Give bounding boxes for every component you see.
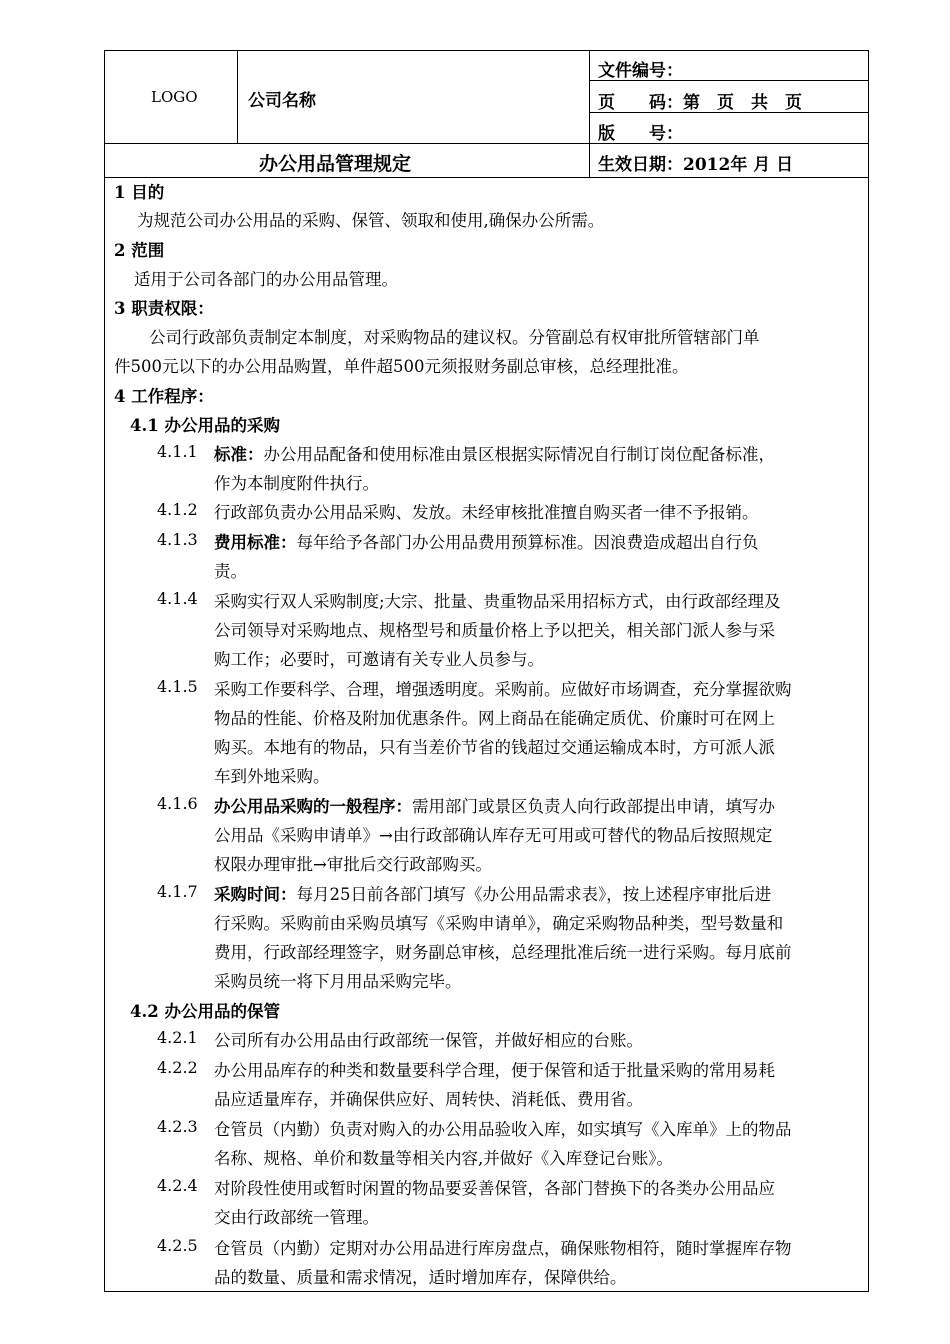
item-number: 4.1.4 [157, 589, 198, 608]
page-number-label: 页 码：第 页 共 页 [598, 93, 802, 113]
item-number: 4.2.5 [157, 1236, 198, 1255]
item-lead: 办公用品采购的一般程序： [214, 797, 412, 816]
section-4-title: 4 工作程序： [114, 387, 214, 406]
version-label: 版 号： [598, 124, 683, 144]
company-name: 公司名称 [248, 91, 316, 111]
item-text-line [214, 793, 775, 817]
section-4-2-title: 4.2 办公用品的保管 [130, 1002, 280, 1021]
item-number: 4.2.4 [157, 1176, 198, 1195]
item-text-line: 对阶段性使用或暂时闲置的物品要妥善保管，各部门替换下的各类办公用品应 [214, 1179, 775, 1198]
company-logo: LOGO [151, 88, 198, 106]
item-text-line: 公司所有办公用品由行政部统一保管，并做好相应的台账。 [214, 1031, 643, 1050]
item-text-line: 物品的性能、价格及附加优惠条件。网上商品在能确定质优、价廉时可在网上 [214, 709, 775, 728]
item-number: 4.1.5 [157, 677, 198, 696]
section-3-text-line-2: 件500元以下的办公用品购置，单件超500元须报财务副总审核，总经理批准。 [114, 357, 689, 376]
item-lead: 采购时间： [214, 885, 297, 904]
item-text-line: 仓管员（内勤）定期对办公用品进行库房盘点，确保账物相符，随时掌握库存物 [214, 1239, 792, 1258]
file-number-label: 文件编号： [598, 61, 683, 81]
item-number: 4.2.3 [157, 1117, 198, 1136]
item-text-line: 责。 [214, 562, 247, 581]
item-text-line: 品应适量库存，并确保供应好、周转快、消耗低、费用省。 [214, 1090, 643, 1109]
item-text-line: 采购工作要科学、合理，增强透明度。采购前。应做好市场调查，充分掌握欲购 [214, 680, 792, 699]
item-text-line: 车到外地采购。 [214, 767, 330, 786]
item-number: 4.1.3 [157, 530, 198, 549]
item-text-line: 购工作；必要时，可邀请有关专业人员参与。 [214, 650, 544, 669]
item-text-line: 购买。本地有的物品，只有当差价节省的钱超过交通运输成本时，方可派人派 [214, 738, 775, 757]
item-text-line: 名称、规格、单价和数量等相关内容,并做好《入库登记台账》。 [214, 1149, 673, 1168]
item-text-line: 采购员统一将下月用品采购完毕。 [214, 972, 462, 991]
item-lead: 标准： [214, 445, 264, 464]
header-row-line-3 [104, 143, 869, 144]
item-lead: 费用标准： [214, 533, 297, 552]
item-text: 每月25日前各部门填写《办公用品需求表》，按上述程序审批后进 [296, 885, 772, 904]
item-text-line: 行政部负责办公用品采购、发放。未经审核批准擅自购买者一律不予报销。 [214, 503, 759, 522]
item-text-line: 行采购。采购前由采购员填写《采购申请单》，确定采购物品种类，型号数量和 [214, 914, 784, 933]
item-text-line: 仓管员（内勤）负责对购入的办公用品验收入库，如实填写《入库单》上的物品 [214, 1120, 792, 1139]
item-text-line: 公司领导对采购地点、规格型号和质量价格上予以把关，相关部门派人参与采 [214, 621, 775, 640]
header-divider-meta [589, 50, 590, 178]
item-text-line [214, 881, 771, 905]
item-text-line: 交由行政部统一管理。 [214, 1208, 379, 1227]
section-4-1-title: 4.1 办公用品的采购 [130, 416, 280, 435]
section-2-text: 适用于公司各部门的办公用品管理。 [134, 270, 398, 289]
item-number: 4.2.1 [157, 1028, 198, 1047]
item-text: 需用部门或景区负责人向行政部提出申请，填写办 [412, 797, 775, 816]
item-number: 4.2.2 [157, 1058, 198, 1077]
section-1-title: 1 目的 [114, 183, 165, 202]
item-text-line [214, 529, 759, 553]
section-1-text: 为规范公司办公用品的采购、保管、领取和使用,确保办公所需。 [137, 211, 605, 230]
item-text-line: 权限办理审批→审批后交行政部购买。 [214, 855, 492, 874]
item-text-line: 费用，行政部经理签字，财务副总审核，总经理批准后统一进行采购。每月底前 [214, 943, 792, 962]
item-text-line: 作为本制度附件执行。 [214, 474, 379, 493]
header-row-line-4 [104, 177, 869, 178]
effective-date: 生效日期：2012年 月 日 [598, 155, 794, 175]
item-number: 4.1.2 [157, 500, 198, 519]
item-text: 办公用品配备和使用标准由景区根据实际情况自行制订岗位配备标准， [263, 445, 775, 464]
section-3-text-line-1: 公司行政部负责制定本制度，对采购物品的建议权。分管副总有权审批所管辖部门单 [149, 328, 760, 347]
document-title: 办公用品管理规定 [259, 153, 412, 175]
item-text-line: 办公用品库存的种类和数量要科学合理，便于保管和适于批量采购的常用易耗 [214, 1061, 775, 1080]
item-text-line: 采购实行双人采购制度;大宗、批量、贵重物品采用招标方式，由行政部经理及 [214, 592, 781, 611]
item-number: 4.1.7 [157, 882, 198, 901]
section-2-title: 2 范围 [114, 241, 165, 260]
item-number: 4.1.6 [157, 794, 198, 813]
item-text-line: 公用品《采购申请单》→由行政部确认库存无可用或可替代的物品后按照规定 [214, 826, 773, 845]
item-number: 4.1.1 [157, 442, 198, 461]
item-text: 每年给予各部门办公用品费用预算标准。因浪费造成超出自行负 [296, 533, 759, 552]
section-3-title: 3 职责权限： [114, 299, 214, 318]
header-divider-logo [237, 50, 238, 143]
item-text-line [214, 441, 775, 465]
item-text-line: 品的数量、质量和需求情况，适时增加库存，保障供给。 [214, 1268, 627, 1287]
